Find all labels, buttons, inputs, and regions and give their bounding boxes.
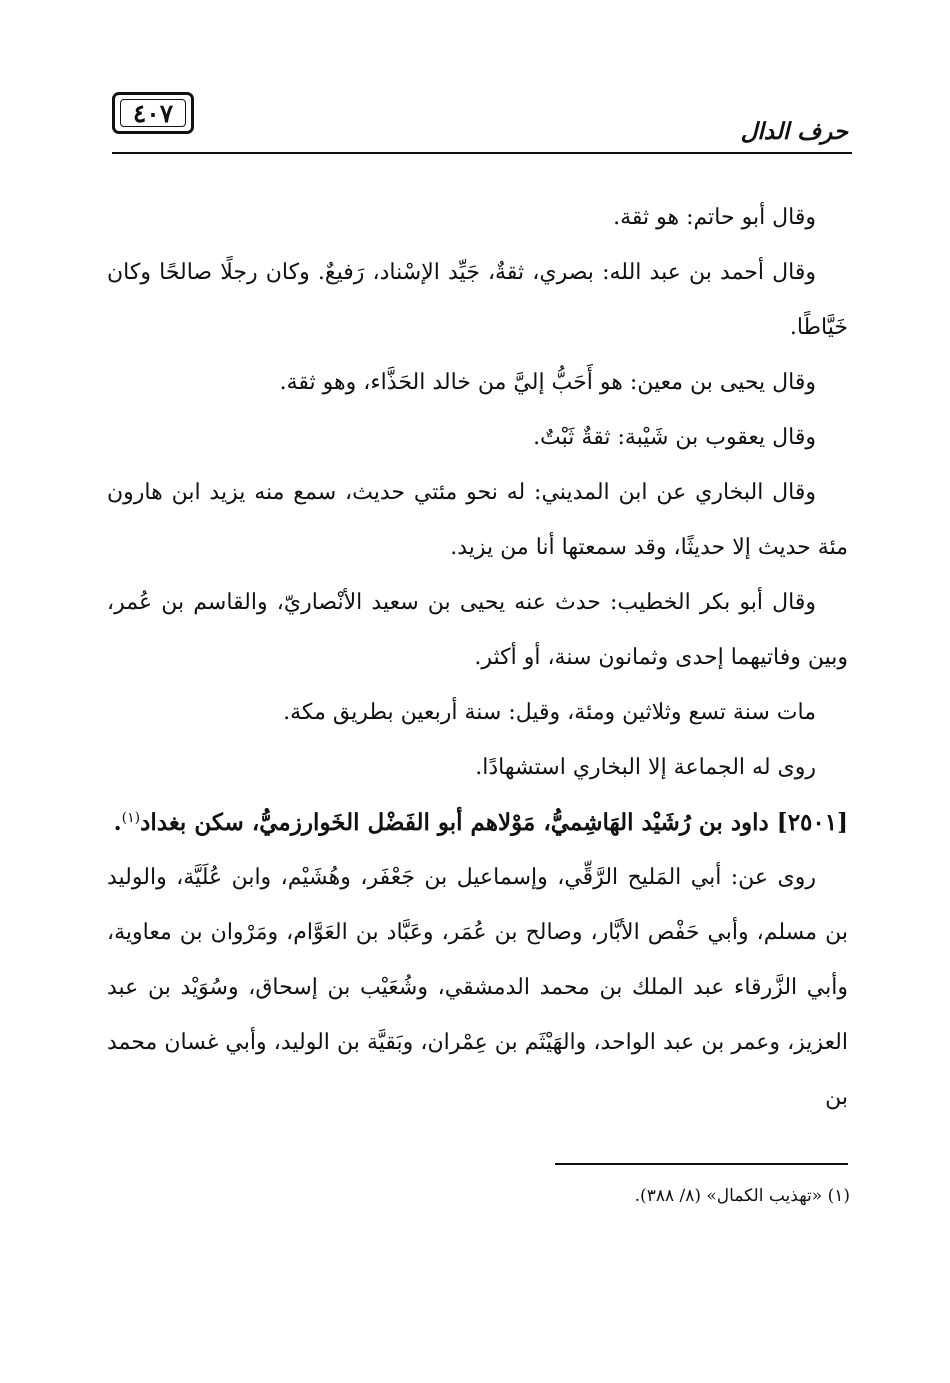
main-text: [107, 190, 848, 1125]
entry-text: روى عن: أبي المَليح الرَّقِّي، وإسماعيل بن جَعْفَر، وهُشَيْم، وابن عُلَيَّة، والوليد بن مسلم، وأبي حَفْص الأبَّار، وصالح بن عُمَر، وعَبَّاد بن العَوَّام، ومَرْوان بن معاوية، وأبي الزَّرقاء عبد الملك بن محمد الدمشقي، وشُعَيْب بن إسحاق، وسُوَيْد بن عبد العزيز، وعمر بن عبد الواحد، والهَيْثَم بن عِمْران، وبَقيَّة بن الوليد، وأبي غسان محمد بن: [107, 865, 848, 1110]
footnote-rule: [555, 1163, 848, 1165]
paragraph: وقال أبو بكر الخطيب: حدث عنه يحيى بن سعيد الأنْصاريّ، والقاسم بن عُمر، وبين وفاتيهما إحدى وثمانون سنة، أو أكثر.: [107, 590, 848, 670]
footnote: (١) «تهذيب الكمال» (٨/ ٣٨٨).: [634, 1186, 850, 1206]
entry-heading: [107, 795, 848, 850]
paragraph: روى له الجماعة إلا البخاري استشهادًا.: [475, 755, 816, 780]
paragraph: وقال أحمد بن عبد الله: بصري، ثقةٌ، جَيِّد الإسْناد، رَفيعٌ. وكان رجلًا صالحًا وكان خَيَّاطًا.: [107, 260, 848, 340]
paragraph: مات سنة تسع وثلاثين ومئة، وقيل: سنة أربعين بطريق مكة.: [283, 700, 816, 725]
running-title: حرف الدال: [740, 118, 848, 145]
entry-heading-end: .: [113, 809, 122, 836]
page-number: [112, 92, 194, 134]
paragraph: وقال أبو حاتم: هو ثقة.: [613, 205, 816, 230]
entry-heading-text: [٢٥٠١] داود بن رُشَيْد الهَاشِميُّ، مَوْلاهم أبو الفَضْل الخَوارزميُّ، سكن بغداد: [140, 809, 848, 836]
paragraph: وقال البخاري عن ابن المديني: له نحو مئتي حديث، سمع منه يزيد ابن هارون مئة حديث إلا حديثًا، وقد سمعتها أنا من يزيد.: [107, 480, 848, 560]
paragraph: وقال يحيى بن معين: هو أَحَبُّ إليَّ من خالد الحَذَّاء، وهو ثقة.: [279, 370, 816, 395]
page-number-text: ٤٠٧: [132, 98, 174, 128]
paragraph: وقال يعقوب بن شَيْبة: ثقةٌ ثَبْتٌ.: [533, 425, 816, 450]
page-header: [112, 92, 852, 162]
header-rule: [112, 152, 852, 154]
footnote-reference[interactable]: (١): [121, 810, 141, 826]
